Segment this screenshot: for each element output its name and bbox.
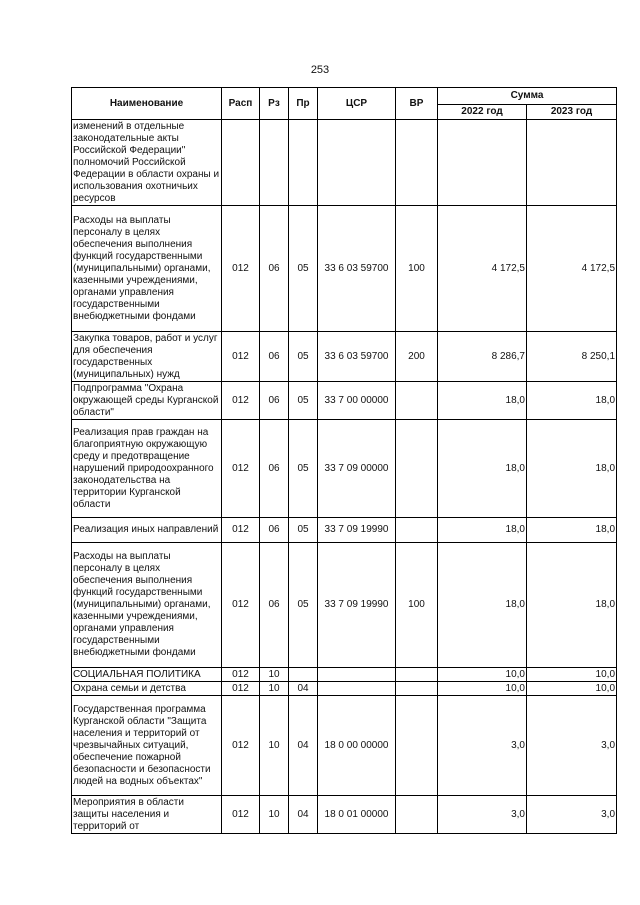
row-pr: 05 (289, 420, 318, 518)
table-header (72, 88, 617, 120)
table-row (72, 796, 617, 834)
row-rz: 06 (260, 543, 289, 668)
table-row (72, 668, 617, 682)
row-rasp: 012 (222, 382, 260, 420)
row-pr: 05 (289, 543, 318, 668)
row-pr (289, 668, 318, 682)
row-sum-2022: 18,0 (438, 382, 527, 420)
row-rz: 06 (260, 382, 289, 420)
row-sum-2023: 10,0 (527, 682, 617, 696)
row-csr: 33 6 03 59700 (318, 206, 396, 332)
row-pr: 05 (289, 206, 318, 332)
row-csr: 33 7 09 00000 (318, 420, 396, 518)
row-pr: 04 (289, 796, 318, 834)
row-sum-2022: 18,0 (438, 420, 527, 518)
table-row (72, 206, 617, 332)
row-pr (289, 120, 318, 206)
row-vr: 100 (396, 206, 438, 332)
header-year-2023: 2023 год (527, 105, 617, 120)
row-vr (396, 382, 438, 420)
row-vr (396, 518, 438, 543)
header-rasp: Расп (222, 88, 260, 120)
table-row (72, 332, 617, 382)
row-name: Реализация прав граждан на благоприятную окружающую среду и предотвращение нарушений природоохранного законодательства на территории Курганской области (72, 420, 222, 518)
row-vr (396, 682, 438, 696)
table-row (72, 543, 617, 668)
row-pr: 04 (289, 696, 318, 796)
row-vr (396, 668, 438, 682)
row-name: Расходы на выплаты персоналу в целях обеспечения выполнения функций государственными (муниципальными) органами, казенными учреждениями, органами управления государственными внебюджетными фондами (72, 543, 222, 668)
row-sum-2022: 3,0 (438, 796, 527, 834)
row-sum-2022: 4 172,5 (438, 206, 527, 332)
row-rasp: 012 (222, 668, 260, 682)
row-rz: 10 (260, 682, 289, 696)
row-name: Подпрограмма "Охрана окружающей среды Курганской области" (72, 382, 222, 420)
row-csr (318, 120, 396, 206)
row-rz: 10 (260, 668, 289, 682)
header-year-2022: 2022 год (438, 105, 527, 120)
row-pr: 05 (289, 518, 318, 543)
row-pr: 05 (289, 332, 318, 382)
row-rasp: 012 (222, 543, 260, 668)
row-name: Реализация иных направлений (72, 518, 222, 543)
row-sum-2022: 3,0 (438, 696, 527, 796)
row-vr: 200 (396, 332, 438, 382)
page-number: 253 (310, 64, 330, 76)
table-body (72, 120, 617, 834)
row-vr (396, 796, 438, 834)
row-rasp: 012 (222, 696, 260, 796)
row-sum-2022: 18,0 (438, 518, 527, 543)
row-sum-2023: 10,0 (527, 668, 617, 682)
row-csr: 33 7 09 19990 (318, 543, 396, 668)
row-csr: 33 7 09 19990 (318, 518, 396, 543)
row-vr (396, 696, 438, 796)
row-name: изменений в отдельные законодательные акты Российской Федерации" полномочий Российской Федерации в области охраны и использования охотничьих ресурсов (72, 120, 222, 206)
row-rz (260, 120, 289, 206)
table-row (72, 518, 617, 543)
row-sum-2023: 18,0 (527, 518, 617, 543)
header-pr: Пр (289, 88, 318, 120)
row-rz: 06 (260, 518, 289, 543)
row-rasp: 012 (222, 332, 260, 382)
row-sum-2022: 10,0 (438, 682, 527, 696)
row-name: Охрана семьи и детства (72, 682, 222, 696)
row-rz: 06 (260, 420, 289, 518)
table-row (72, 120, 617, 206)
row-rasp: 012 (222, 206, 260, 332)
row-name: СОЦИАЛЬНАЯ ПОЛИТИКА (72, 668, 222, 682)
row-rz: 06 (260, 332, 289, 382)
row-csr (318, 668, 396, 682)
row-csr: 33 7 00 00000 (318, 382, 396, 420)
header-csr: ЦСР (318, 88, 396, 120)
table-row (72, 382, 617, 420)
row-csr: 18 0 01 00000 (318, 796, 396, 834)
row-vr: 100 (396, 543, 438, 668)
row-rasp: 012 (222, 420, 260, 518)
header-rz: Рз (260, 88, 289, 120)
row-name: Мероприятия в области защиты населения и территорий от (72, 796, 222, 834)
row-sum-2023: 8 250,1 (527, 332, 617, 382)
row-csr (318, 682, 396, 696)
row-sum-2022: 10,0 (438, 668, 527, 682)
row-name: Расходы на выплаты персоналу в целях обеспечения выполнения функций государственными (муниципальными) органами, казенными учреждениями, органами управления государственными внебюджетными фондами (72, 206, 222, 332)
row-pr: 04 (289, 682, 318, 696)
row-vr (396, 120, 438, 206)
row-sum-2023: 18,0 (527, 543, 617, 668)
row-sum-2023: 4 172,5 (527, 206, 617, 332)
row-vr (396, 420, 438, 518)
row-sum-2023: 18,0 (527, 382, 617, 420)
row-rasp: 012 (222, 518, 260, 543)
row-csr: 18 0 00 00000 (318, 696, 396, 796)
row-rz: 10 (260, 796, 289, 834)
row-rasp: 012 (222, 682, 260, 696)
row-pr: 05 (289, 382, 318, 420)
table-row (72, 696, 617, 796)
table-row (72, 420, 617, 518)
row-name: Государственная программа Курганской области "Защита населения и территорий от чрезвычайных ситуаций, обеспечение пожарной безопасности и безопасности людей на водных объектах" (72, 696, 222, 796)
row-sum-2022 (438, 120, 527, 206)
row-rasp: 012 (222, 796, 260, 834)
row-csr: 33 6 03 59700 (318, 332, 396, 382)
header-vr: ВР (396, 88, 438, 120)
row-sum-2023: 18,0 (527, 420, 617, 518)
row-name: Закупка товаров, работ и услуг для обеспечения государственных (муниципальных) нужд (72, 332, 222, 382)
row-rz: 10 (260, 696, 289, 796)
row-sum-2022: 8 286,7 (438, 332, 527, 382)
budget-table (71, 87, 617, 834)
row-rasp (222, 120, 260, 206)
row-sum-2023: 3,0 (527, 796, 617, 834)
header-summa: Сумма (438, 88, 617, 105)
header-name: Наименование (72, 88, 222, 120)
table-row (72, 682, 617, 696)
row-sum-2023: 3,0 (527, 696, 617, 796)
row-sum-2022: 18,0 (438, 543, 527, 668)
row-sum-2023 (527, 120, 617, 206)
row-rz: 06 (260, 206, 289, 332)
